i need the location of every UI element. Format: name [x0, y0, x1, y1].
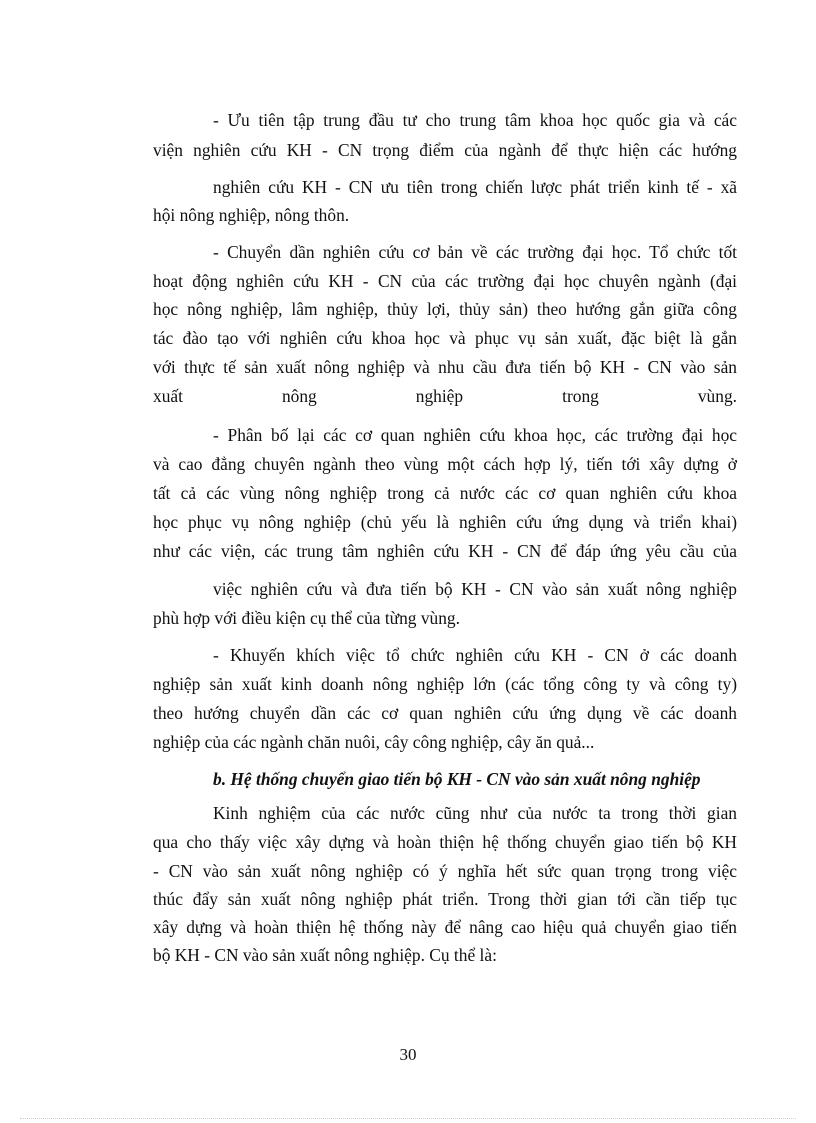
section-heading: b. Hệ thống chuyển giao tiến bộ KH - CN vào sản xuất nông nghiệp — [213, 769, 701, 789]
text-line: nghiệp sản xuất kinh doanh nông nghiệp lớn (các tổng công ty và công ty) — [153, 674, 737, 694]
text-line: theo hướng chuyển dần các cơ quan nghiên cứu ứng dụng về các doanh — [153, 703, 737, 723]
text-line: nghiên cứu KH - CN ưu tiên trong chiến lược phát triển kinh tế - xã — [213, 177, 737, 197]
text-line: tác đào tạo với nghiên cứu khoa học và phục vụ sản xuất, đặc biệt là gắn — [153, 328, 737, 348]
text-line: viện nghiên cứu KH - CN trọng điểm của ngành để thực hiện các hướng — [153, 140, 737, 160]
text-line: qua cho thấy việc xây dựng và hoàn thiện hệ thống chuyển giao tiến bộ KH — [153, 832, 737, 852]
text-line: hội nông nghiệp, nông thôn. — [153, 205, 350, 225]
text-line: phù hợp với điều kiện cụ thể của từng vùng. — [153, 608, 460, 628]
text-line: tất cả các vùng nông nghiệp trong cả nước các cơ quan nghiên cứu khoa — [153, 483, 737, 503]
page-number: 30 — [399, 1045, 417, 1064]
text-line: học nông nghiệp, lâm nghiệp, thủy lợi, thủy sản) theo hướng gắn giữa công — [153, 299, 737, 319]
page-bottom-divider — [20, 1118, 796, 1119]
text-line: - Khuyến khích việc tổ chức nghiên cứu KH - CN ở các doanh — [213, 645, 737, 665]
text-line: - CN vào sản xuất nông nghiệp có ý nghĩa hết sức quan trọng trong việc — [153, 861, 737, 881]
text-line: - Chuyển dần nghiên cứu cơ bản về các trường đại học. Tổ chức tốt — [213, 242, 737, 262]
text-line: nghiệp của các ngành chăn nuôi, cây công nghiệp, cây ăn quả... — [153, 732, 595, 752]
text-line: như các viện, các trung tâm nghiên cứu KH - CN để đáp ứng yêu cầu của — [153, 541, 737, 561]
text-line: hoạt động nghiên cứu KH - CN của các trường đại học chuyên ngành (đại — [153, 271, 737, 291]
text-line: xuất nông nghiệp trong vùng. — [153, 386, 737, 406]
text-line: học phục vụ nông nghiệp (chủ yếu là nghiên cứu ứng dụng và triển khai) — [153, 512, 737, 532]
text-line: việc nghiên cứu và đưa tiến bộ KH - CN vào sản xuất nông nghiệp — [213, 579, 737, 599]
text-line: bộ KH - CN vào sản xuất nông nghiệp. Cụ thể là: — [153, 945, 497, 965]
text-line: và cao đẳng chuyên ngành theo vùng một cách hợp lý, tiến tới xây dựng ở — [153, 454, 737, 474]
text-line: Kinh nghiệm của các nước cũng như của nước ta trong thời gian — [213, 803, 737, 823]
text-line: - Ưu tiên tập trung đầu tư cho trung tâm khoa học quốc gia và các — [213, 110, 737, 130]
text-line: với thực tế sản xuất nông nghiệp và nhu cầu đưa tiến bộ KH - CN vào sản — [153, 357, 737, 377]
text-line: xây dựng và hoàn thiện hệ thống này để nâng cao hiệu quả chuyển giao tiến — [153, 917, 737, 937]
text-line: - Phân bố lại các cơ quan nghiên cứu khoa học, các trường đại học — [213, 425, 737, 445]
text-line: thúc đẩy sản xuất nông nghiệp phát triển. Trong thời gian tới cần tiếp tục — [153, 889, 737, 909]
